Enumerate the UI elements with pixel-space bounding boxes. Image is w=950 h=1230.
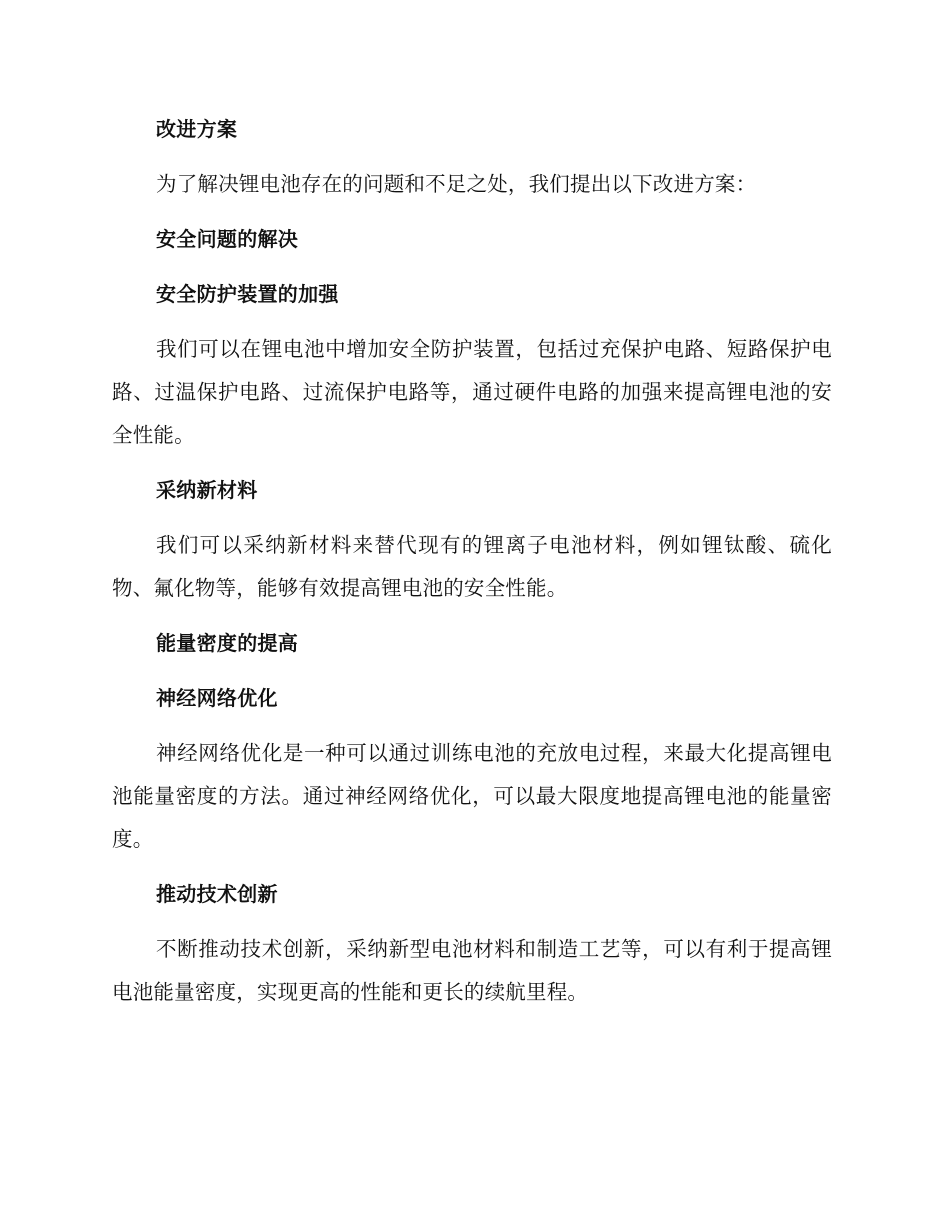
safety-device-paragraph: 我们可以在锂电池中增加安全防护装置，包括过充保护电路、短路保护电路、过温保护电路、过流保护电路等，通过硬件电路的加强来提高锂电池的安全性能。 xyxy=(112,337,832,447)
innovation-paragraph: 不断推动技术创新，采纳新型电池材料和制造工艺等，可以有利于提高锂电池能量密度，实现更高的性能和更长的续航里程。 xyxy=(112,937,832,1004)
subsection-heading-safety-device: 安全防护装置的加强 xyxy=(156,282,339,306)
section-heading-improvement: 改进方案 xyxy=(156,117,238,141)
new-material-paragraph: 我们可以采纳新材料来替代现有的锂离子电池材料，例如锂钛酸、硫化物、氟化物等，能够有效提高锂电池的安全性能。 xyxy=(112,533,832,600)
neural-paragraph: 神经网络优化是一种可以通过训练电池的充放电过程，来最大化提高锂电池能量密度的方法。通过神经网络优化，可以最大限度地提高锂电池的能量密度。 xyxy=(112,741,832,851)
section-heading-safety: 安全问题的解决 xyxy=(156,227,299,251)
intro-paragraph: 为了解决锂电池存在的问题和不足之处，我们提出以下改进方案： xyxy=(156,172,757,196)
subsection-heading-innovation: 推动技术创新 xyxy=(156,882,278,906)
document-body xyxy=(112,108,832,1026)
section-heading-energy: 能量密度的提高 xyxy=(156,631,299,655)
subsection-heading-neural: 神经网络优化 xyxy=(156,686,278,710)
subsection-heading-new-material: 采纳新材料 xyxy=(156,478,258,502)
